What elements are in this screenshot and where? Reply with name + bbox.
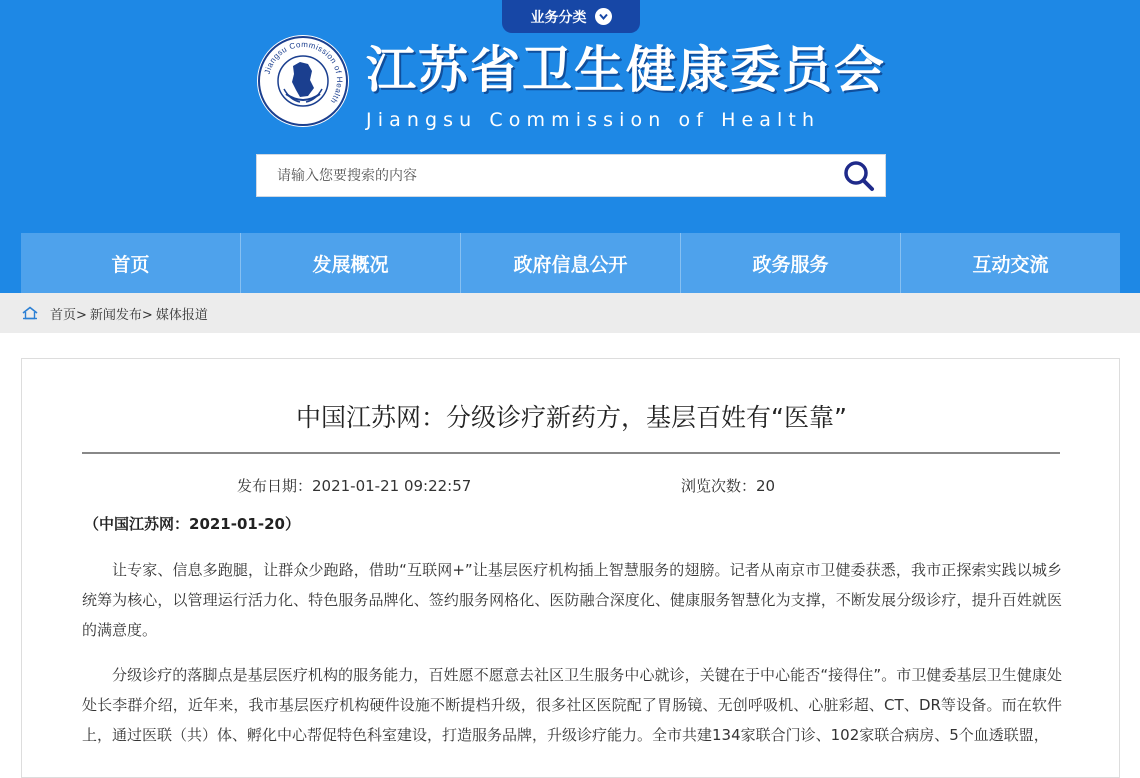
breadcrumb-news[interactable]: 新闻发布>	[89, 307, 153, 323]
nav-item-gov-info[interactable]: 政府信息公开	[461, 233, 681, 293]
search-input[interactable]	[257, 155, 827, 196]
category-tab-label: 业务分类	[530, 9, 587, 26]
main-nav	[21, 233, 1120, 293]
breadcrumb-home[interactable]: 首页>	[50, 307, 87, 323]
article-source: （中国江苏网：2021-01-20）	[84, 515, 300, 533]
nav-item-home[interactable]: 首页	[21, 233, 241, 293]
publish-date: 发布日期：2021-01-21 09:22:57	[237, 477, 472, 495]
article-paragraph: 分级诊疗的落脚点是基层医疗机构的服务能力，百姓愿不愿意去社区卫生服务中心就诊，关键在于中心能否“接得住”。市卫健委基层卫生健康处处长李群介绍，近年来，我市基层医疗机构硬件设施不断提档升级，很多社区医院配了胃肠镜、无创呼吸机、心脏彩超、CT、DR等设备。而在软件上，通过医联（共）体、孵化中心帮促特色科室建设，打造服务品牌，升级诊疗能力。全市共建134家联合门诊、102家联合病房、5个血透联盟，	[82, 666, 1062, 744]
nav-item-services[interactable]: 政务服务	[681, 233, 901, 293]
breadcrumb	[0, 293, 1140, 333]
breadcrumb-media[interactable]: 媒体报道	[155, 307, 208, 323]
site-title: 江苏省卫生健康委员会	[366, 41, 886, 99]
search-box	[256, 154, 886, 197]
nav-item-interaction[interactable]: 互动交流	[901, 233, 1120, 293]
home-icon	[22, 306, 38, 320]
search-icon[interactable]	[843, 160, 875, 192]
chevron-down-icon	[595, 8, 612, 25]
site-subtitle: Jiangsu Commission of Health	[366, 109, 821, 131]
title-divider	[82, 452, 1060, 454]
article-title: 中国江苏网：分级诊疗新药方，基层百姓有“医靠”	[296, 403, 847, 432]
emblem-ring-text: Jiangsu Commission of Health	[262, 39, 345, 106]
commission-emblem	[256, 34, 350, 128]
view-count: 浏览次数：20	[681, 477, 776, 495]
article-paragraph: 让专家、信息多跑腿，让群众少跑路，借助“互联网+”让基层医疗机构插上智慧服务的翅膀。记者从南京市卫健委获悉，我市正探索实践以城乡统筹为核心，以管理运行活力化、特色服务品牌化、签约服务网格化、医防融合深度化、健康服务智慧化为支撑，不断发展分级诊疗，提升百姓就医的满意度。	[82, 561, 1062, 639]
article-panel	[21, 358, 1120, 778]
category-tab[interactable]	[502, 0, 640, 33]
site-header	[0, 0, 1140, 293]
nav-item-overview[interactable]: 发展概况	[241, 233, 461, 293]
